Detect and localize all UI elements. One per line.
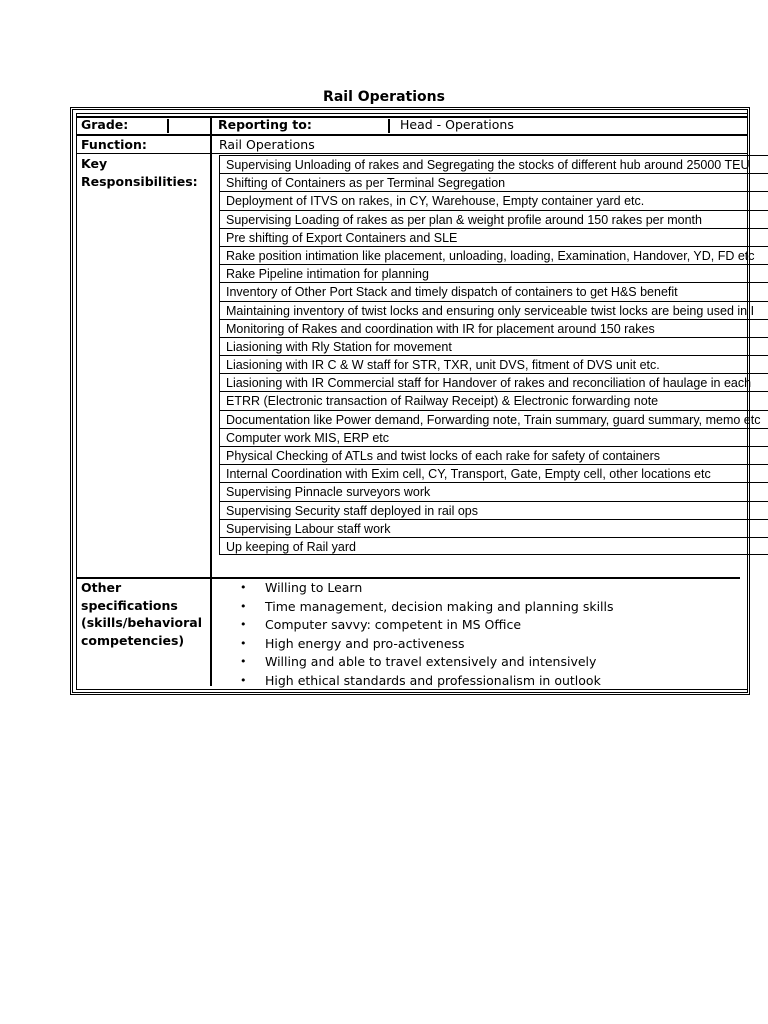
responsibility-item: Up keeping of Rail yard	[219, 537, 768, 555]
specification-text: Time management, decision making and planning skills	[265, 598, 614, 614]
responsibility-item: Liasioning with Rly Station for movement	[219, 337, 768, 355]
other-specs-label-line1: Other	[81, 580, 122, 595]
specification-item	[240, 635, 614, 654]
specification-item	[240, 653, 614, 672]
other-specs-label-line4: competencies)	[81, 633, 185, 648]
specifications-list	[240, 579, 614, 690]
bullet-icon: •	[240, 581, 247, 594]
responsibility-item: Deployment of ITVS on rakes, in CY, Warehouse, Empty container yard etc.	[219, 191, 768, 209]
specification-item	[240, 598, 614, 617]
responsibility-item: Rake position intimation like placement, unloading, loading, Examination, Handover, YD, FD etc	[219, 246, 768, 264]
specification-text: Computer savvy: competent in MS Office	[265, 617, 522, 632]
specification-item	[240, 672, 614, 691]
responsibility-item: Liasioning with IR Commercial staff for Handover of rakes and reconciliation of haulage in each	[219, 373, 768, 391]
key-responsibilities-label-line2: Responsibilities:	[81, 174, 198, 189]
specification-text: Willing to Learn	[265, 580, 363, 595]
responsibility-item: Liasioning with IR C & W staff for STR, TXR, unit DVS, fitment of DVS unit etc.	[219, 355, 768, 373]
reporting-value-divider	[388, 119, 390, 133]
function-value: Rail Operations	[219, 137, 315, 152]
responsibility-item: Supervising Security staff deployed in rail ops	[219, 501, 768, 519]
reporting-to-value: Head - Operations	[400, 117, 514, 132]
responsibility-item: Physical Checking of ATLs and twist locks of each rake for safety of containers	[219, 446, 768, 464]
reporting-to-label: Reporting to:	[218, 117, 312, 132]
responsibilities-list	[219, 155, 768, 555]
key-responsibilities-label-line1: Key	[81, 156, 108, 171]
responsibility-item: Supervising Pinnacle surveyors work	[219, 482, 768, 500]
page-title: Rail Operations	[323, 89, 445, 105]
responsibility-item: Monitoring of Rakes and coordination with IR for placement around 150 rakes	[219, 319, 768, 337]
responsibility-item: Internal Coordination with Exim cell, CY, Transport, Gate, Empty cell, other locations etc	[219, 464, 768, 482]
responsibility-item: ETRR (Electronic transaction of Railway Receipt) & Electronic forwarding note	[219, 391, 768, 409]
other-specs-label-line2: specifications	[81, 598, 178, 613]
grade-value-divider	[167, 119, 169, 133]
responsibility-item: Rake Pipeline intimation for planning	[219, 264, 768, 282]
bullet-icon: •	[240, 673, 247, 687]
function-row-divider	[76, 153, 748, 154]
responsibility-item: Computer work MIS, ERP etc	[219, 428, 768, 446]
responsibility-item: Supervising Unloading of rakes and Segregating the stocks of different hub around 25000 TEU	[219, 155, 768, 173]
specification-item	[240, 616, 614, 635]
label-column-divider	[210, 116, 212, 686]
bullet-icon: •	[240, 618, 247, 631]
responsibility-item: Shifting of Containers as per Terminal Segregation	[219, 173, 768, 191]
responsibility-item: Supervising Loading of rakes as per plan & weight profile around 150 rakes per month	[219, 210, 768, 228]
responsibility-item: Maintaining inventory of twist locks and ensuring only serviceable twist locks are being used in I	[219, 301, 768, 319]
other-specs-label-line3: (skills/behavioral	[81, 615, 202, 630]
responsibility-item: Supervising Labour staff work	[219, 519, 768, 537]
bullet-icon: •	[240, 636, 247, 650]
responsibility-item: Pre shifting of Export Containers and SLE	[219, 228, 768, 246]
responsibility-item: Inventory of Other Port Stack and timely dispatch of containers to get H&S benefit	[219, 282, 768, 300]
specification-text: High ethical standards and professionalism in outlook	[265, 672, 601, 688]
specification-text: Willing and able to travel extensively and intensively	[265, 654, 597, 669]
bullet-icon: •	[240, 599, 247, 613]
bullet-icon: •	[240, 655, 247, 668]
specification-item	[240, 579, 614, 598]
header-row-divider	[76, 134, 748, 136]
specification-text: High energy and pro-activeness	[265, 635, 465, 651]
responsibility-item: Documentation like Power demand, Forwarding note, Train summary, guard summary, memo etc	[219, 410, 768, 428]
grade-label: Grade:	[81, 117, 129, 132]
function-label: Function:	[81, 137, 147, 152]
